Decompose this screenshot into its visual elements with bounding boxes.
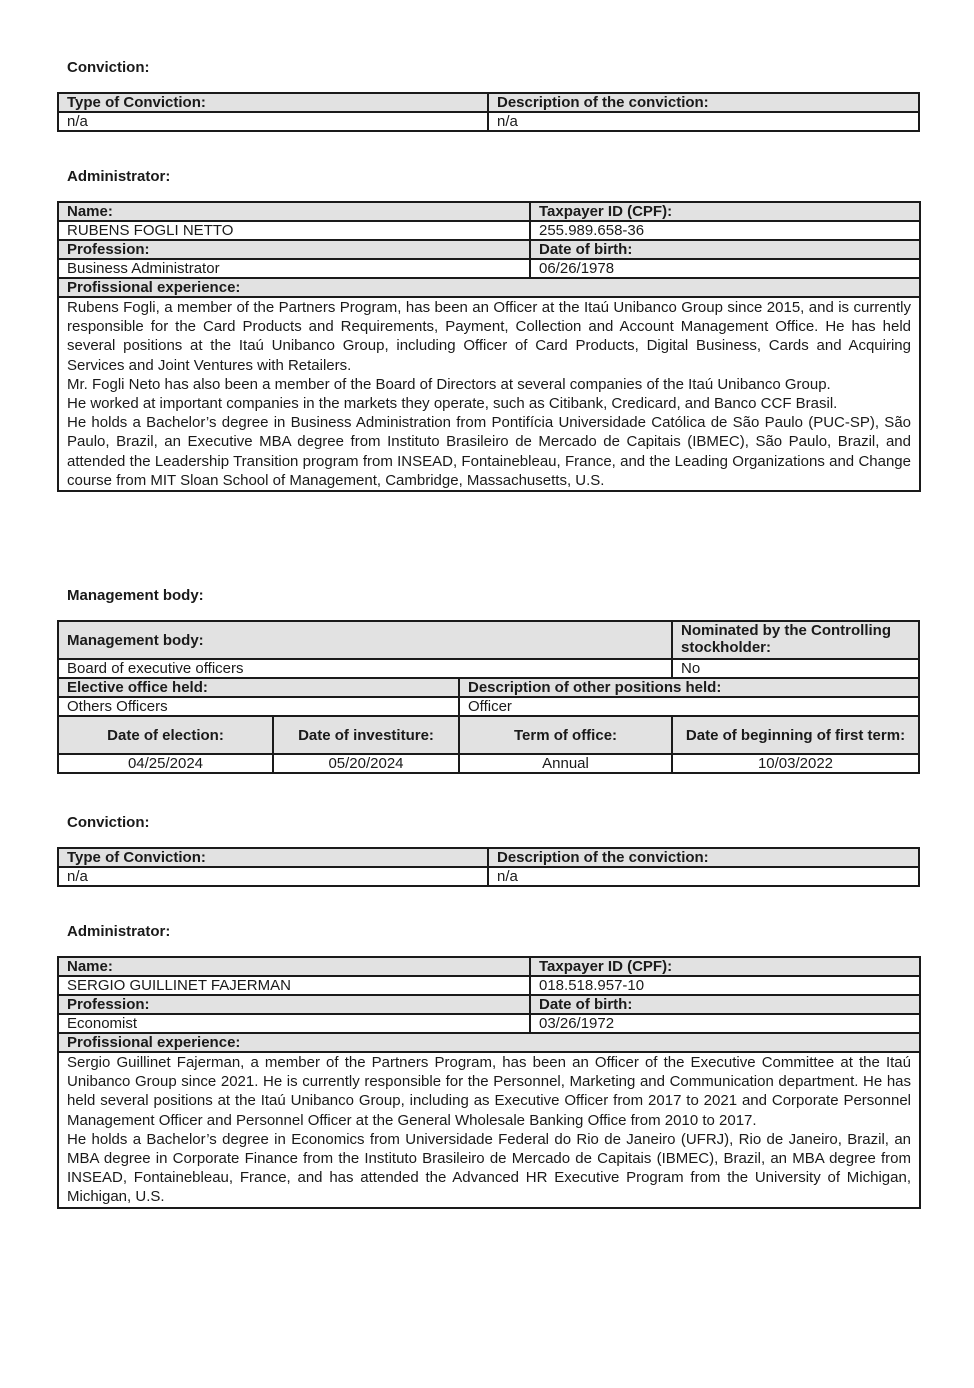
elective-office-value: Others Officers: [58, 697, 459, 716]
administrator-heading-2: Administrator:: [67, 923, 171, 940]
administrator-table-2: [57, 956, 921, 1209]
experience-paragraph: He worked at important companies in the markets they operate, such as Citibank, Credicard, and Banco CCF Brasil.: [67, 395, 838, 413]
professional-experience-text: [58, 1052, 920, 1208]
nominated-value: No: [672, 659, 919, 678]
profession-value: Business Administrator: [58, 259, 530, 278]
term-of-office-value: Annual: [459, 754, 672, 773]
administrator-table-1: [57, 201, 921, 492]
nominated-label: Nominated by the Controlling stockholder:: [672, 621, 919, 659]
conviction-heading-2: Conviction:: [67, 814, 150, 831]
professional-experience-label: Profissional experience:: [58, 1033, 920, 1052]
other-positions-value: Officer: [459, 697, 919, 716]
professional-experience-text: [58, 297, 920, 491]
type-of-conviction-label: Type of Conviction:: [58, 848, 488, 867]
date-of-birth-value: 03/26/1972: [530, 1014, 920, 1033]
name-label: Name:: [58, 957, 530, 976]
experience-paragraph: Rubens Fogli, a member of the Partners Program, has been an Officer at the Itaú Unibanco Group since 2015, and is currently responsible for the Card Products and Requirements, Payment, Collection and Account Management Office. He has held several positions at the Itaú Unibanco Group, including Officer of Card Products, Digital Business, Cards and Acquiring Services and Joint Ventures with Retailers.: [67, 299, 911, 374]
date-of-birth-label: Date of birth:: [530, 240, 920, 259]
conviction-description-label: Description of the conviction:: [488, 848, 919, 867]
conviction-description-value: n/a: [488, 112, 919, 131]
term-of-office-label: Term of office:: [459, 716, 672, 754]
experience-paragraph: Mr. Fogli Neto has also been a member of the Board of Directors at several companies of the Itaú Unibanco Group.: [67, 375, 831, 393]
type-of-conviction-label: Type of Conviction:: [58, 93, 488, 112]
professional-experience-label: Profissional experience:: [58, 278, 920, 297]
name-value: SERGIO GUILLINET FAJERMAN: [58, 976, 530, 995]
first-term-value: 10/03/2022: [672, 754, 919, 773]
type-of-conviction-value: n/a: [58, 867, 488, 886]
type-of-conviction-value: n/a: [58, 112, 488, 131]
conviction-table-2: [57, 847, 920, 887]
conviction-heading-1: Conviction:: [67, 59, 150, 76]
management-body-label: Management body:: [58, 621, 672, 659]
administrator-heading-1: Administrator:: [67, 168, 171, 185]
conviction-description-value: n/a: [488, 867, 919, 886]
experience-paragraph: Sergio Guillinet Fajerman, a member of the Partners Program, has been an Officer of the Executive Committee at the Itaú Unibanco Group since 2021. He is currently responsible for the Personnel, Marketing and Communication department. He has held several positions at the Itaú Unibanco Group, including as Executive Officer from 2017 to 2021 and Corporate Personnel Management Officer and Personnel Officer at the General Wholesale Banking Office from 2010 to 2017.: [67, 1054, 911, 1129]
name-label: Name:: [58, 202, 530, 221]
date-of-investiture-label: Date of investiture:: [273, 716, 459, 754]
date-of-investiture-value: 05/20/2024: [273, 754, 459, 773]
profession-label: Profession:: [58, 240, 530, 259]
date-of-birth-value: 06/26/1978: [530, 259, 920, 278]
conviction-description-label: Description of the conviction:: [488, 93, 919, 112]
conviction-table-1: [57, 92, 920, 132]
profession-label: Profession:: [58, 995, 530, 1014]
taxpayer-id-label: Taxpayer ID (CPF):: [530, 957, 920, 976]
experience-paragraph: He holds a Bachelor’s degree in Economics from Universidade Federal do Rio de Janeiro (UFRJ), Rio de Janeiro, Brazil, an MBA degree in Corporate Finance from the Instituto Brasileiro de Mercado de Capitais (IBMEC), Brazil, an MBA degree from INSEAD, Fontainebleau, France, and has attended the Advanced HR Executive Program from the University of Michigan, Michigan, U.S.: [67, 1130, 911, 1206]
date-of-election-label: Date of election:: [58, 716, 273, 754]
taxpayer-id-label: Taxpayer ID (CPF):: [530, 202, 920, 221]
name-value: RUBENS FOGLI NETTO: [58, 221, 530, 240]
elective-office-label: Elective office held:: [58, 678, 459, 697]
date-of-birth-label: Date of birth:: [530, 995, 920, 1014]
other-positions-label: Description of other positions held:: [459, 678, 919, 697]
taxpayer-id-value: 018.518.957-10: [530, 976, 920, 995]
first-term-label: Date of beginning of first term:: [672, 716, 919, 754]
date-of-election-value: 04/25/2024: [58, 754, 273, 773]
management-body-value: Board of executive officers: [58, 659, 672, 678]
experience-paragraph: He holds a Bachelor’s degree in Business Administration from Pontifícia Universidade Católica de São Paulo (PUC-SP), São Paulo, Brazil, an Executive MBA degree from Instituto Brasileiro de Mercado de Capitais (IBMEC), São Paulo, Brazil, and attended the Leadership Transition program from INSEAD, Fontainebleau, France, and the Leading Organizations and Change course from MIT Sloan School of Management, Cambridge, Massachusetts, U.S.: [67, 414, 911, 489]
management-body-table: [57, 620, 920, 774]
profession-value: Economist: [58, 1014, 530, 1033]
management-body-heading: Management body:: [67, 587, 204, 604]
taxpayer-id-value: 255.989.658-36: [530, 221, 920, 240]
